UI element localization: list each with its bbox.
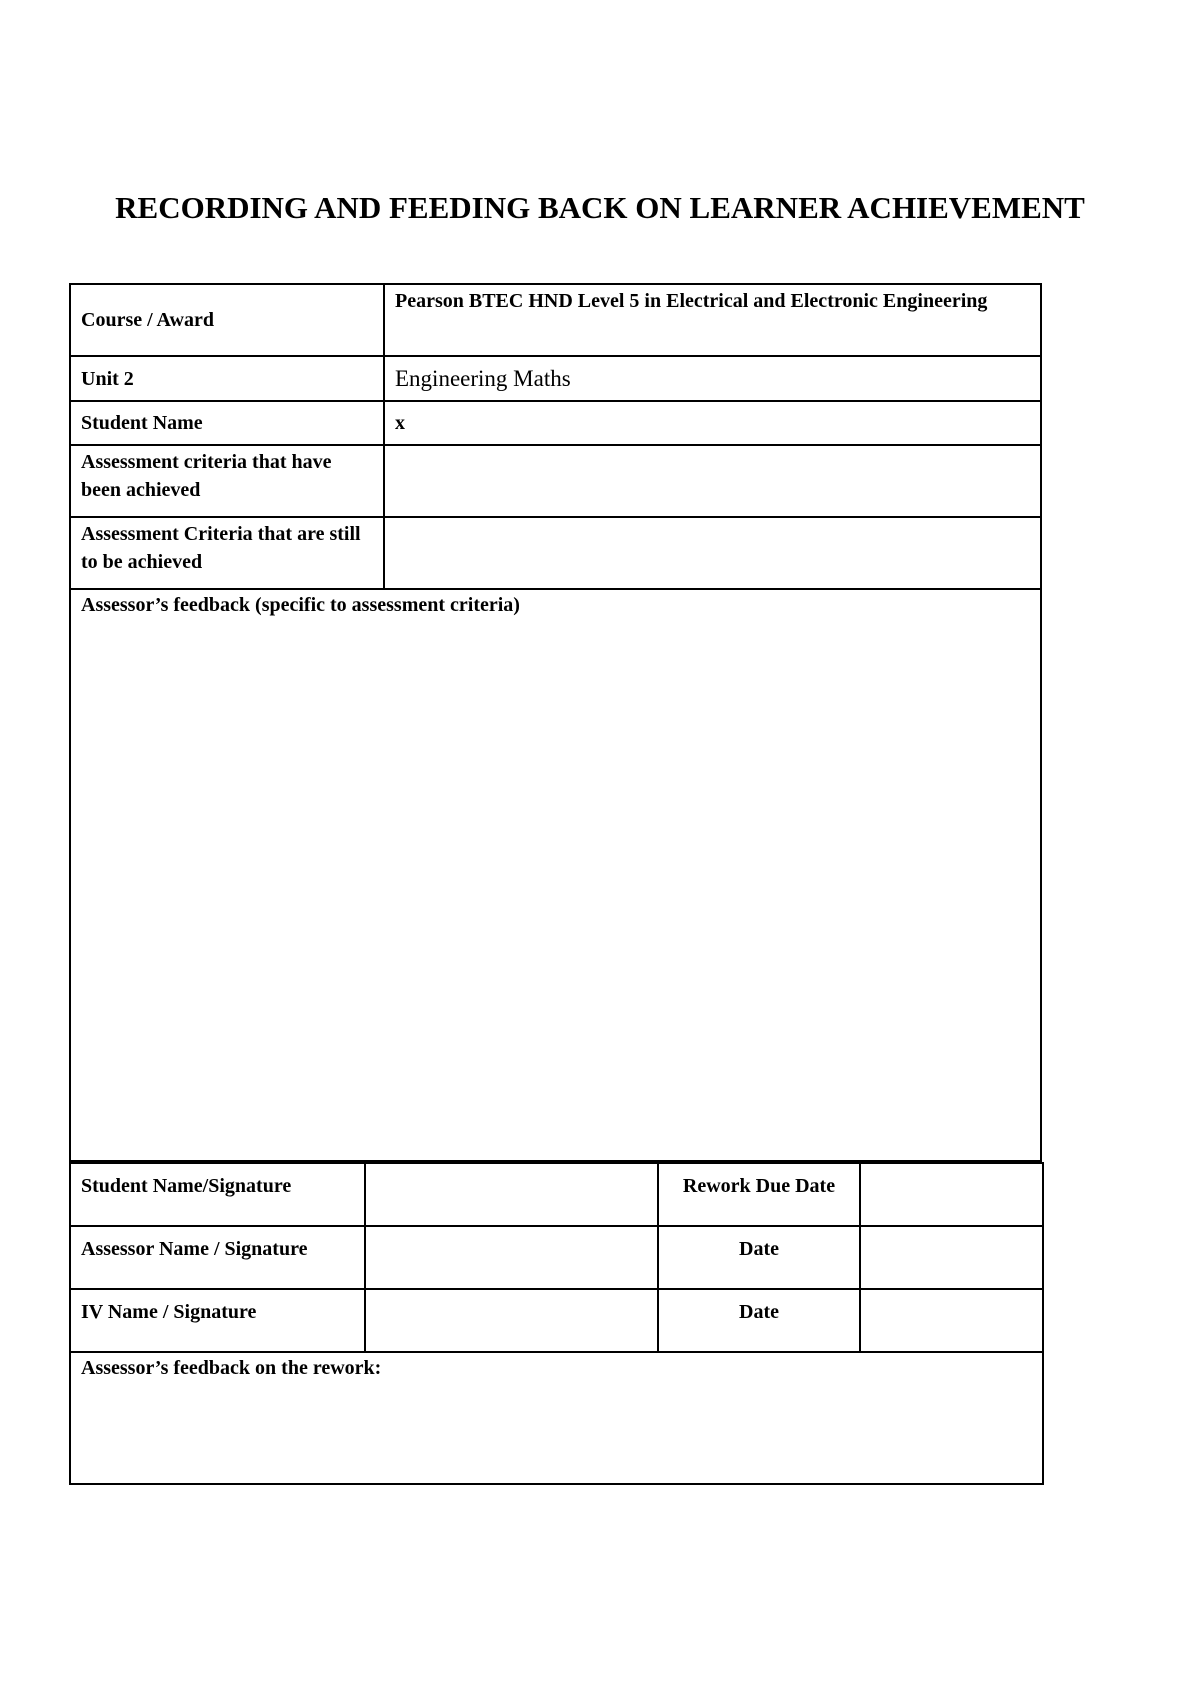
course-label: Course / Award (70, 284, 384, 356)
rework-due-date-label: Rework Due Date (658, 1163, 860, 1226)
rework-due-date-field[interactable] (860, 1163, 1043, 1226)
assessor-feedback-label: Assessor’s feedback (specific to assessment criteria) (81, 594, 520, 616)
achieved-criteria-value[interactable] (384, 445, 1041, 517)
assessor-feedback-cell[interactable] (70, 589, 1041, 1161)
student-signature-field[interactable] (365, 1163, 658, 1226)
signatures-table (69, 1162, 1044, 1485)
table-row (70, 1352, 1043, 1484)
table-row (70, 589, 1041, 1161)
assessor-date-field[interactable] (860, 1226, 1043, 1289)
table-row (70, 1226, 1043, 1289)
assessor-signature-field[interactable] (365, 1226, 658, 1289)
iv-date-field[interactable] (860, 1289, 1043, 1352)
table-row (70, 445, 1041, 517)
page-title: RECORDING AND FEEDING BACK ON LEARNER ACHIEVEMENT (115, 190, 1085, 225)
iv-date-label: Date (658, 1289, 860, 1352)
achieved-criteria-label: Assessment criteria that have been achieved (70, 445, 384, 517)
iv-signature-label: IV Name / Signature (70, 1289, 365, 1352)
unit-label: Unit 2 (70, 356, 384, 401)
assessor-date-label: Date (658, 1226, 860, 1289)
iv-signature-field[interactable] (365, 1289, 658, 1352)
remaining-criteria-label: Assessment Criteria that are still to be achieved (70, 517, 384, 589)
table-row (70, 401, 1041, 445)
rework-feedback-cell[interactable] (70, 1352, 1043, 1484)
unit-value: Engineering Maths (384, 356, 1041, 401)
remaining-criteria-value[interactable] (384, 517, 1041, 589)
student-signature-label: Student Name/Signature (70, 1163, 365, 1226)
learner-details-table (69, 283, 1042, 1162)
table-row (70, 517, 1041, 589)
table-row (70, 1289, 1043, 1352)
table-row (70, 1163, 1043, 1226)
rework-feedback-label: Assessor’s feedback on the rework: (81, 1357, 382, 1379)
student-name-value[interactable]: x (384, 401, 1041, 445)
table-row (70, 356, 1041, 401)
assessor-signature-label: Assessor Name / Signature (70, 1226, 365, 1289)
course-value: Pearson BTEC HND Level 5 in Electrical and Electronic Engineering (384, 284, 1041, 356)
table-row (70, 284, 1041, 356)
student-name-label: Student Name (70, 401, 384, 445)
